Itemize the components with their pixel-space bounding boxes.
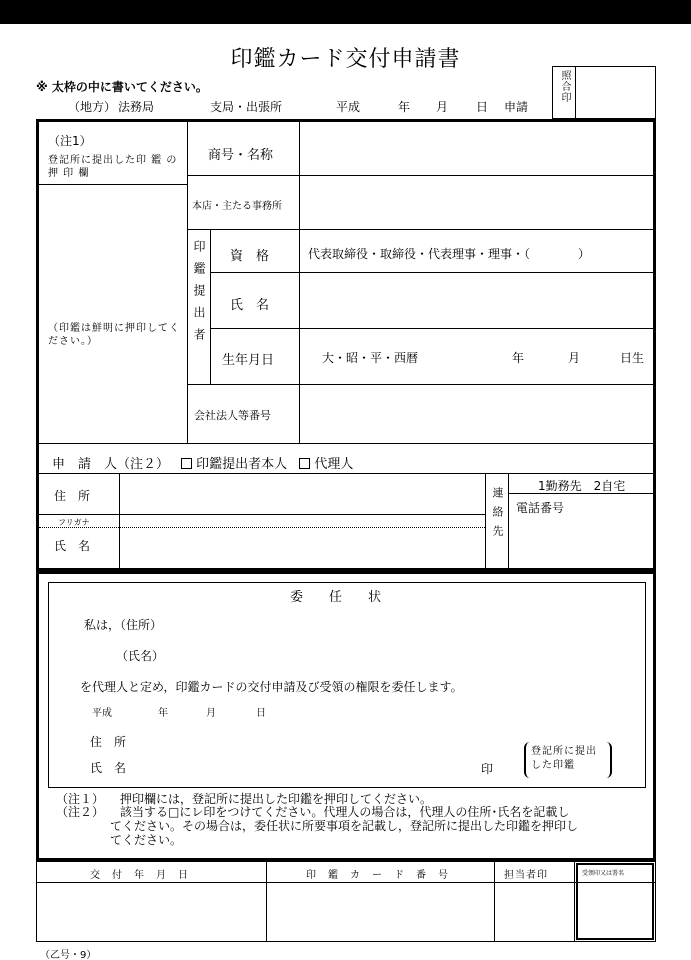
day-label: 日 (476, 100, 489, 114)
top-black-bar (0, 0, 691, 24)
footnote2-line2: てください。その場合は，委任状に所要事項を記載し，登記所に提出した印鑑を押印し (110, 819, 579, 833)
delegator-shimei-label: 氏 名 (90, 761, 127, 775)
instruction-note: ※ 太枠の中に書いてください。 (36, 80, 208, 94)
delegator-jusho-label: 住 所 (90, 735, 127, 749)
proxy-heisei: 平成 (92, 708, 112, 719)
shogo-field[interactable] (300, 122, 653, 175)
birth-year-label: 年 (512, 351, 525, 365)
receipt-header: 受領印又は署名 (582, 870, 625, 877)
shogo-label: 商号・名称 (208, 148, 274, 163)
heisei-label: 平成 (336, 100, 361, 114)
proxy-body-text: を代理人と定め，印鑑カードの交付申請及び受領の権限を委任します。 (80, 680, 463, 694)
shimei-label: 氏 名 (230, 298, 270, 313)
dairinin-checkbox[interactable] (299, 458, 310, 469)
tanto-header: 担当者印 (504, 870, 548, 881)
proxy-name-label: （氏名） (116, 649, 165, 663)
shimei-field[interactable] (300, 273, 653, 328)
proxy-seal-note: 登記所に提出した印鑑 (524, 742, 612, 778)
furigana-label: フリガナ (58, 518, 90, 527)
jusho-field[interactable] (120, 474, 484, 514)
proxy-month: 月 (206, 708, 216, 719)
form-title: 印鑑カード交付申請書 (230, 47, 461, 72)
month-label: 月 (436, 100, 449, 114)
proxy-address-field[interactable] (176, 610, 616, 634)
year-label: 年 (398, 100, 411, 114)
footnote1-mark: （注１） (56, 792, 105, 806)
card-number-header: 印 鑑 カ ー ド 番 号 (306, 870, 449, 881)
chiho-label: （地方） (68, 100, 117, 114)
delegator-address-field[interactable] (140, 728, 470, 750)
dairinin-label: 代理人 (314, 457, 354, 472)
applicant-heading: 申 請 人（注２） (52, 457, 170, 472)
honnin-checkbox[interactable] (181, 458, 192, 469)
shikaku-value[interactable]: 代表取締役・取締役・代表理事・理事・（ ） (308, 247, 591, 261)
applicant-row (52, 453, 353, 472)
contact-type-options[interactable]: 1勤務先 2自宅 (538, 479, 626, 493)
seinengappi-label: 生年月日 (222, 353, 275, 368)
proxy-day: 日 (256, 708, 266, 719)
proxy-name-field[interactable] (176, 642, 616, 666)
proxy-year: 年 (158, 708, 168, 719)
shikaku-label: 資 格 (230, 249, 270, 264)
tel-label: 電話番号 (516, 501, 565, 515)
seal-press-area[interactable] (39, 186, 187, 318)
shikyoku-label: 支局・出張所 (210, 100, 283, 114)
form-code: （乙号・9） (40, 950, 97, 960)
note1-label: （注1） (48, 134, 92, 148)
footnote2-mark: （注２） (56, 805, 105, 819)
shinsei-label: 申請 (504, 100, 529, 114)
birth-day-label: 日生 (620, 351, 645, 365)
seal-instruction: （印鑑は鮮明に押印してください。） (48, 323, 180, 347)
tel-field[interactable] (509, 514, 653, 568)
issue-date-header: 交 付 年 月 日 (90, 870, 189, 881)
card-number-field[interactable] (267, 883, 494, 941)
houjin-bango-field[interactable] (300, 385, 653, 443)
shogoin-label: 照合印 (559, 70, 570, 103)
footnote2-line1: 該当する□にレ印をつけてください。代理人の場合は，代理人の住所･氏名を記載し (120, 805, 570, 819)
shogoin-box (552, 66, 656, 119)
delegator-name-field[interactable] (140, 754, 470, 776)
teishutsusha-label: 印鑑提出者 (192, 240, 206, 350)
birth-month-label: 月 (568, 351, 581, 365)
applicant-shimei-field[interactable] (120, 528, 484, 568)
homukyoku-label: 法務局 (118, 100, 155, 114)
proxy-jusho-label: 私は，（住所） (84, 618, 163, 632)
footnote1-text: 押印欄には，登記所に提出した印鑑を押印してください。 (120, 792, 433, 806)
in-mark: 印 (481, 762, 494, 776)
applicant-shimei-label: 氏 名 (54, 539, 91, 553)
seal-caption: 登記所に提出した印 鑑 の 押 印 欄 (48, 155, 178, 179)
honnin-label: 印鑑提出者本人 (196, 457, 288, 472)
furigana-field[interactable] (120, 515, 484, 527)
era-options[interactable]: 大・昭・平・西暦 (322, 351, 419, 365)
houjin-bango-label: 会社法人等番号 (194, 409, 271, 422)
honten-field[interactable] (300, 176, 653, 229)
proxy-title: 委 任 状 (290, 590, 382, 605)
jusho-label: 住 所 (54, 489, 91, 503)
honten-label: 本店・主たる事務所 (192, 201, 282, 212)
issue-date-field[interactable] (37, 883, 266, 941)
renrakusaki-label: 連絡先 (491, 487, 504, 544)
footnote2-line3: てください。 (110, 833, 183, 847)
